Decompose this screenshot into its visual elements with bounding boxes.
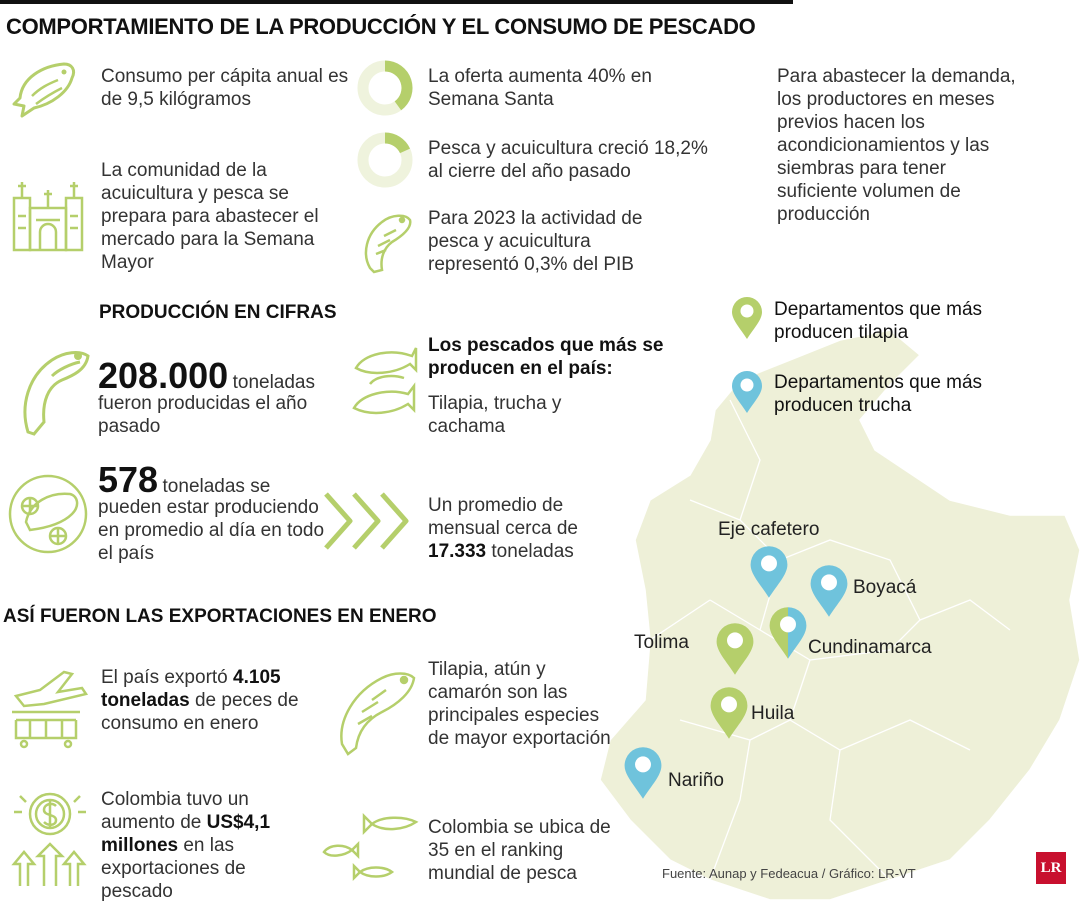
aumento-block bbox=[101, 788, 301, 903]
anual-unit: toneladas bbox=[232, 372, 315, 393]
mensual-value: 17.333 bbox=[428, 541, 487, 562]
aumento-rest: en las exportaciones de pescado bbox=[101, 835, 246, 902]
exporto-value: 4.105 toneladas bbox=[101, 667, 281, 711]
label-boyaca: Boyacá bbox=[853, 577, 917, 598]
pib-text: Para 2023 la actividad de pesca y acuicultura representó 0,3% del PIB bbox=[428, 208, 643, 275]
legend-trucha: Departamentos que más producen trucha bbox=[774, 372, 983, 416]
donut-chart-icon bbox=[357, 60, 413, 116]
small-fish-icon bbox=[320, 810, 420, 890]
abastecer-text: Para abastecer la demanda, los productores en meses previos hacen los acondicionamientos y las siembras para tener suficiente volumen de producción bbox=[777, 66, 1016, 225]
map-pin-eje-cafetero bbox=[748, 545, 790, 599]
aumento-prefix: Colombia tuvo un aumento de bbox=[101, 789, 249, 833]
cathedral-icon bbox=[10, 176, 86, 252]
especies-text: Tilapia, atún y camarón son las principales especies de mayor exportación bbox=[428, 659, 611, 749]
pin-icon bbox=[730, 296, 764, 340]
pesca-crecio-text: Pesca y acuicultura creció 18,2% al cierre del año pasado bbox=[428, 138, 708, 182]
fish-jump-icon bbox=[356, 210, 414, 276]
comunidad-text: La comunidad de la acuicultura y pesca se prepara para abastecer el mercado para la Semana Mayor bbox=[101, 160, 319, 273]
produccion-heading: PRODUCCIÓN EN CIFRAS bbox=[99, 302, 337, 323]
diario-unit: toneladas se bbox=[162, 476, 271, 497]
fish-hook-icon bbox=[328, 664, 420, 756]
donut-chart-icon bbox=[357, 132, 413, 188]
plane-cargo-icon bbox=[10, 668, 90, 748]
exporto-rest: de peces de consumo en enero bbox=[101, 690, 299, 734]
exporto-prefix: El país exportó bbox=[101, 667, 228, 688]
diario-value: 578 bbox=[98, 459, 159, 500]
pescados-head: Los pescados que más se producen en el país: bbox=[428, 335, 664, 379]
page-title: COMPORTAMIENTO DE LA PRODUCCIÓN Y EL CONSUMO DE PESCADO bbox=[6, 14, 756, 39]
diario-block bbox=[98, 459, 338, 565]
anual-value: 208.000 bbox=[98, 355, 229, 396]
anual-block bbox=[98, 355, 348, 438]
chevrons-icon bbox=[322, 490, 414, 552]
label-huila: Huila bbox=[751, 703, 795, 724]
top-rule bbox=[0, 0, 793, 4]
map-pin-huila bbox=[708, 686, 750, 740]
fish-plate-icon bbox=[6, 472, 92, 556]
map-pin-cundinamarca bbox=[767, 606, 809, 660]
aumento-value: US$4,1 millones bbox=[101, 812, 271, 856]
map-pin-narino bbox=[622, 746, 664, 800]
label-tolima: Tolima bbox=[634, 632, 689, 653]
source-credit: Fuente: Aunap y Fedeacua / Gráfico: LR-VT bbox=[662, 866, 916, 881]
ranking-text: Colombia se ubica de 35 en el ranking mundial de pesca bbox=[428, 817, 611, 884]
fish-group-icon bbox=[350, 344, 420, 420]
exportaciones-heading: ASÍ FUERON LAS EXPORTACIONES EN ENERO bbox=[3, 606, 437, 627]
dollar-growth-icon bbox=[10, 788, 90, 888]
map-pin-tolima bbox=[714, 622, 756, 676]
label-cundinamarca: Cundinamarca bbox=[808, 637, 932, 658]
mensual-prefix: Un promedio de mensual cerca de bbox=[428, 495, 578, 539]
mensual-unit: toneladas bbox=[491, 541, 574, 562]
anual-rest: fueron producidas el año pasado bbox=[98, 393, 308, 437]
fish-icon bbox=[12, 58, 80, 118]
exporto-block bbox=[101, 666, 301, 735]
oferta-text: La oferta aumenta 40% en Semana Santa bbox=[428, 66, 652, 110]
diario-rest: pueden estar produciendo en promedio al día en todo el país bbox=[98, 497, 325, 564]
label-narino: Nariño bbox=[668, 770, 724, 791]
map-pin-boyaca bbox=[808, 564, 850, 618]
pin-icon bbox=[730, 370, 764, 414]
fish-jump-icon bbox=[18, 346, 92, 436]
lr-logo: LR bbox=[1036, 852, 1066, 884]
label-eje-cafetero: Eje cafetero bbox=[718, 519, 820, 540]
pescados-list: Tilapia, trucha y cachama bbox=[428, 393, 562, 437]
consumo-text: Consumo per cápita anual es de 9,5 kilógramos bbox=[101, 66, 349, 110]
mensual-block bbox=[428, 494, 618, 563]
legend-tilapia: Departamentos que más producen tilapia bbox=[774, 299, 983, 343]
